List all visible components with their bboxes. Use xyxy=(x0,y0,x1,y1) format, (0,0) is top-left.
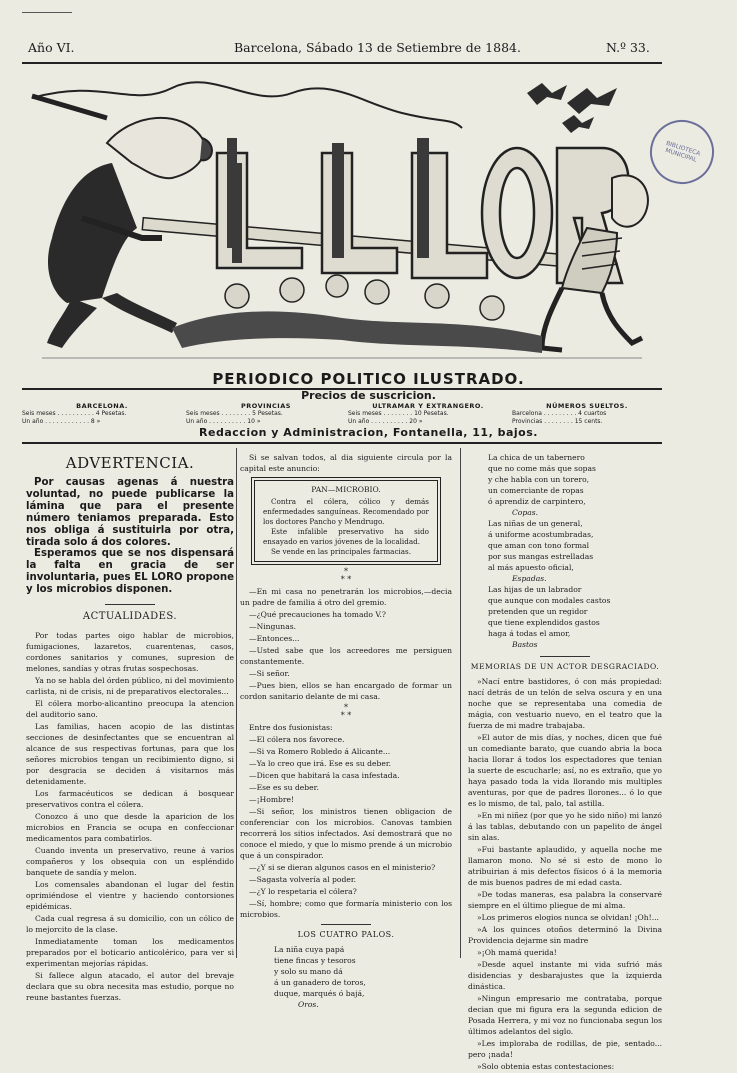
ad-line: Se vende en las principales farmacias. xyxy=(271,547,412,556)
dialogue-line: —Si señor. xyxy=(249,669,290,678)
poem-line: que aunque con modales castos xyxy=(488,596,611,605)
memorias-paragraph: »Solo obtenia estas contestaciones: xyxy=(477,1062,615,1071)
price-header: ULTRAMAR Y EXTRANGERO. xyxy=(372,402,484,410)
masthead-year: Año VI. xyxy=(28,40,75,55)
column-divider xyxy=(236,448,237,958)
price-header: PROVINCIAS xyxy=(241,402,291,410)
masthead-dateline: Barcelona, Sábado 13 de Setiembre de 1884. xyxy=(234,40,521,55)
poem-signature: Bastos xyxy=(512,640,538,649)
dialogue-line: —Si señor, los ministros tienen obligacion de conferenciar con los microbios. Canovas tambien recorrerá los sitios infectados. Así demostrará que no conoce el miedo, y que lo mismo prende á un microbio que á un conspirador. xyxy=(240,807,452,860)
pan-microbio-ad xyxy=(254,480,438,562)
price-row: Un año . . . . . . . . . . 10 » xyxy=(186,418,261,425)
dialogue-line: —En mi casa no penetrarán los microbios,—decia un padre de familia á otro del gremio. xyxy=(240,587,452,607)
poem-line: Las hijas de un labrador xyxy=(488,585,582,594)
poem-signature: Oros. xyxy=(298,1000,319,1009)
dialogue-line: —Ese es su deber. xyxy=(249,783,319,792)
memorias-paragraph: »¡Oh mamá querida! xyxy=(477,948,557,957)
poem-line: á un ganadero de toros, xyxy=(274,978,366,987)
precios-title: Precios de suscricion. xyxy=(301,389,436,402)
price-row: Un año . . . . . . . . . . 20 » xyxy=(348,418,423,425)
price-header: NÚMEROS SUELTOS. xyxy=(546,402,628,410)
actualidades-title: ACTUALIDADES. xyxy=(82,611,178,623)
memorias-paragraph: »Nací entre bastidores, ó con más propiedad: nací detrás de un telón de selva oscura y en una noche que se representaba una comedia de mágia, con vestuario nuevo, en el teatro que la fuerza de mi madre trabajaba. xyxy=(468,677,662,730)
ad-line: Contra el cólera, cólico y demás enfermedades sanguíneas. Recomendado por los doctores Pancho y Mendrugo. xyxy=(263,497,429,526)
page-corner-mark xyxy=(22,0,72,13)
memorias-paragraph: »Los primeros elogios nunca se olvidan! ¡Oh!... xyxy=(477,913,659,922)
poem-signature: Copas. xyxy=(512,508,539,517)
dialogue-line: —¿Qué precauciones ha tomado V.? xyxy=(249,610,386,619)
poem-line: La niña cuya papá xyxy=(274,945,345,954)
ad-title: PAN—MICROBIO. xyxy=(311,485,381,494)
palos-poem-continued xyxy=(468,452,662,650)
price-table xyxy=(22,402,662,426)
price-col-provincias xyxy=(186,402,346,426)
price-row: Provincias . . . . . . . . 15 cents. xyxy=(512,418,603,425)
poem-line: y che habla con un torero, xyxy=(488,475,590,484)
section-stars: * * * xyxy=(340,703,352,720)
poem-line: Las niñas de un general, xyxy=(488,519,583,528)
dialogue-line: —¿Y lo respetaria el cólera? xyxy=(249,887,357,896)
masthead-illustration xyxy=(22,68,662,368)
dialogue-line: —Usted sabe que los acreedores me persiguen constantemente. xyxy=(240,646,452,666)
dialogue-line: —Dicen que habitará la casa infestada. xyxy=(249,771,400,780)
price-row: Un año . . . . . . . . . . . . 8 » xyxy=(22,418,101,425)
dialogue-line: —Ya lo creo que irá. Ese es su deber. xyxy=(249,759,392,768)
poem-line: que no come más que sopas xyxy=(488,464,596,473)
poem-signature: Espadas. xyxy=(512,574,547,583)
poem-line: tiene fincas y tesoros xyxy=(274,956,356,965)
subtitle: PERIODICO POLITICO ILUSTRADO. xyxy=(212,370,525,388)
masthead-number: N.º 33. xyxy=(606,40,650,55)
memorias-paragraph: »Desde aquel instante mi vida sufrió más disidencias y desbarajustes que la izquierda dinástica. xyxy=(468,960,662,991)
actualidades-paragraph: Las familias, hacen acopio de las distintas secciones de desinfectantes que se encuentran al alcance de sus respectivas fortunas, para que los señores microbios tengan un recibimiento digno, si por desgracia se deciden á visitarnos más detenidamente. xyxy=(26,722,234,787)
column-1 xyxy=(26,452,234,1004)
price-row: Seis meses . . . . . . . . . . 4 Pesetas. xyxy=(22,410,127,417)
memorias-paragraph: »De todas maneras, esa palabra la conservaré siempre en el último pliegue de mi alma. xyxy=(468,890,662,910)
ad-line: Este infalible preservativo ha sido ensayado en varios jóvenes de la localidad. xyxy=(263,527,429,546)
actualidades-paragraph: Por todas partes oigo hablar de microbios, fumigaciones, lazaretos, cuarentenas, casos, cordones sanitarios y comunes, supresion de melones, sandías y otras frutas sospechosas. xyxy=(26,631,234,674)
dialogue-line: —¡Hombre! xyxy=(249,795,295,804)
section-rule xyxy=(321,924,371,925)
actualidades-paragraph: Inmediatamente toman los medicamentos preparados por el boticario anticolérico, para ver si experimentan mejorías rápidas. xyxy=(26,937,234,969)
price-col-barcelona xyxy=(22,402,182,426)
memorias-paragraph: »El autor de mis días, y noches, dicen que fué un comediante barato, que cuando abria la boca hacia llorar á todos los espectadores que tenian la suerte de escucharle; así, no es extraño, que yo haya pasado toda la vida llorando mis multiples aventuras, por que de padres llorones... ó lo que es lo mismo, de tal, palo, tal astilla. xyxy=(468,733,662,808)
poem-line: pretenden que un regidor xyxy=(488,607,588,616)
memorias-paragraph: »A los quinces otoños determinó la Divina Providencia dejarme sin madre xyxy=(468,925,662,945)
actualidades-paragraph: Los farmacéuticos se dedican á bosquear preservativos contra el cólera. xyxy=(26,789,234,810)
actualidades-body xyxy=(26,630,234,1003)
poem-line: un comerciante de ropas xyxy=(488,486,584,495)
advertencia-body xyxy=(26,477,234,596)
actualidades-paragraph: Si fallece algun atacado, el autor del brevaje declara que su obra necesita mas estudio, porque no reune bastantes fuerzas. xyxy=(26,971,234,1003)
actualidades-paragraph: Los comensales abandonan el lugar del festin oprimiéndose el vientre y haciendo contorsiones epidémicas. xyxy=(26,880,234,912)
memorias-paragraph: »Les imploraba de rodillas, de pie, sentado... pero ¡nada! xyxy=(468,1039,662,1059)
column-2 xyxy=(240,452,452,1010)
poem-line: que aman con tono formal xyxy=(488,541,590,550)
price-col-ultramar xyxy=(348,402,508,426)
section-stars: * * * xyxy=(340,567,352,584)
column-divider xyxy=(460,448,461,958)
dialogue-line: —Si va Romero Robledo á Alicante... xyxy=(249,747,391,756)
memorias-title: MEMORIAS DE UN ACTOR DESGRACIADO. xyxy=(470,662,660,671)
redaccion-line: Redaccion y Administracion, Fontanella, 11, bajos. xyxy=(199,426,538,439)
masthead-rule xyxy=(22,62,662,64)
poem-line: La chica de un tabernero xyxy=(488,453,585,462)
price-col-sueltos xyxy=(512,402,662,426)
poem-line: por sus mangas estrelladas xyxy=(488,552,594,561)
poem-line: ó aprendiz de carpintero, xyxy=(488,497,586,506)
header-bottom-rule xyxy=(22,442,662,444)
poem-line: que tiene explendidos gastos xyxy=(488,618,600,627)
poem-line: al más apuesto oficial, xyxy=(488,563,574,572)
advertencia-paragraph: Por causas agenas á nuestra voluntad, no puede publicarse la lámina que para el presente número teniamos preparada. Esto nos obliga á sustituirla por otra, tirada solo á dos colores. xyxy=(26,477,234,548)
memorias-paragraph: »Ningun empresario me contrataba, porque decian que mi figura era la segunda edicion de Posada Herrera, y mi voz no funcionaba segun los últimos adelantos del siglo. xyxy=(468,994,662,1036)
price-row: Seis meses . . . . . . . . 10 Pesetas. xyxy=(348,410,449,417)
dialogue-line: —El cólera nos favorece. xyxy=(249,735,345,744)
advertencia-title: ADVERTENCIA. xyxy=(65,454,195,472)
poem-line: á uniforme acostumbradas, xyxy=(488,530,594,539)
price-header: BARCELONA. xyxy=(76,402,128,410)
advertencia-paragraph: Esperamos que se nos dispensará la falta en gracia de ser involuntaria, pues EL LORO propone y los microbios disponen. xyxy=(26,548,234,596)
section-rule xyxy=(105,604,155,605)
palos-title: LOS CUATRO PALOS. xyxy=(297,930,395,939)
dialogue-line: —Pues bien, ellos se han encargado de formar un cordon sanitario delante de mi casa. xyxy=(240,681,452,701)
dialogue-line: —Ningunas. xyxy=(249,622,297,631)
poem-line: duque, marqués ó bajá, xyxy=(274,989,365,998)
column-3 xyxy=(468,452,662,1073)
dialogue-line: —¿Y si se dieran algunos casos en el ministerio? xyxy=(249,863,436,872)
library-stamp-text: BIBLIOTECA MUNICIPAL xyxy=(664,139,702,164)
actualidades-paragraph: Cada cual regresa á su domicilio, con un cólico de lo mejorcito de la clase. xyxy=(26,914,234,935)
section-rule xyxy=(540,656,590,657)
dialogue-line: —Sí, hombre; como que formaría ministerio con los microbios. xyxy=(240,899,452,919)
price-row: Barcelona . . . . . . . . . 4 cuartos xyxy=(512,410,607,417)
palos-poem xyxy=(240,944,452,1010)
memorias-paragraph: »En mi niñez (por que yo he sido niño) mi lanzó á las tablas, debutando con un papelito de ángel sin alas. xyxy=(468,811,662,842)
intro-paragraph: Si se salvan todos, al dia siguiente circula por la capital este anuncio: xyxy=(240,453,452,473)
actualidades-paragraph: El cólera morbo-alicantino preocupa la atencion del auditorio sano. xyxy=(26,699,234,720)
poem-line: haga á todas el amor, xyxy=(488,629,571,638)
dialogue-line: —Sagasta volvería al poder. xyxy=(249,875,357,884)
poem-line: y solo su mano dá xyxy=(274,967,343,976)
price-row: Seis meses . . . . . . . . 5 Pesetas. xyxy=(186,410,283,417)
dialogue-line: —Entonces... xyxy=(249,634,300,643)
dialogue-line: Entre dos fusionistas: xyxy=(249,723,333,732)
actualidades-paragraph: Conozco á uno que desde la aparicion de los microbios en Francia se ocupa en confeccionar medicamentos para combatirlos. xyxy=(26,812,234,844)
actualidades-paragraph: Cuando inventa un preservativo, reune á varios compañeros y los obsequia con un espléndido banquete de sandía y melon. xyxy=(26,846,234,878)
actualidades-paragraph: Ya no se habla del órden público, ni del movimiento carlista, ni de crisis, ni de preparativos electorales... xyxy=(26,676,234,697)
memorias-paragraph: »Fui bastante aplaudido, y aquella noche me llamaron mono. No sé si esto de mono lo atribuirian á mis defectos físicos ó á la memoria de mis buenos padres de mi edad casta. xyxy=(468,845,662,887)
